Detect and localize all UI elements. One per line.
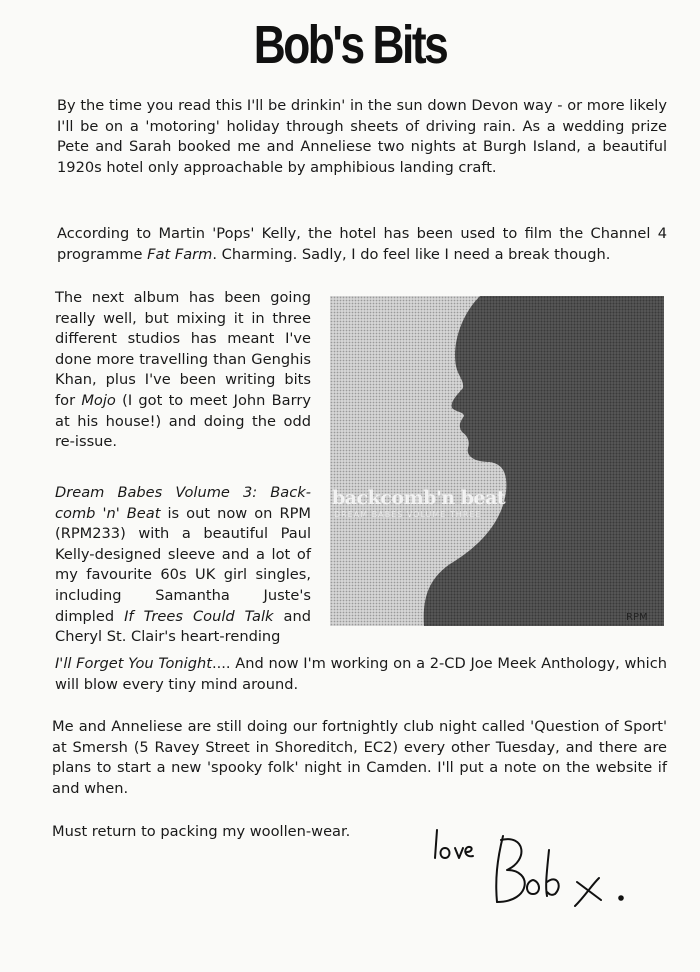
paragraph-release-continued xyxy=(55,654,667,695)
sleeve-logo-text: RPM xyxy=(626,612,648,623)
album-title: Dream Babes Volume 3: Back-comb 'n' Beat xyxy=(55,484,311,522)
paragraph-release-text-1: is out now on RPM (RPM233) with a beautiful Paul Kelly-designed sleeve and a lot of my favourite 60s UK girl singles, including Samantha Juste's dimpled xyxy=(55,504,312,625)
song-title-1: If Trees Could Talk xyxy=(124,607,274,625)
paragraph-release xyxy=(55,483,311,648)
paragraph-signoff: Must return to packing my woollen-wear. xyxy=(52,823,351,840)
sleeve-subtitle-text: DREAM BABES VOLUME THREE xyxy=(334,510,482,519)
paragraph-album-text-2: (I got to meet John Barry at his house!) and doing the odd re-issue. xyxy=(55,391,311,451)
paragraph-release-text-3: .... And now I'm working on a 2-CD Joe Meek Anthology, which will blow every tiny mind around. xyxy=(55,655,668,693)
magazine-title: Mojo xyxy=(81,391,116,409)
paragraph-holiday: By the time you read this I'll be drinkin' in the sun down Devon way - or more likely I'll be on a 'motoring' holiday through sheets of driving rain. As a wedding prize Pete and Sarah booked me and Anneliese two nights at Burgh Island, a beautiful 1920s hotel only approachable by amphibious landing craft. xyxy=(57,97,667,176)
page-title: Bob's Bits xyxy=(253,15,447,75)
paragraph-hotel-text-1: According to Martin 'Pops' Kelly, the hotel has been used to film the Channel 4 programme xyxy=(57,225,667,263)
paragraph-hotel-text-2: . Charming. Sadly, I do feel like I need a break though. xyxy=(212,245,611,263)
paragraph-album xyxy=(55,288,311,453)
paragraph-club-night: Me and Anneliese are still doing our fortnightly club night called 'Question of Sport' at Smersh (5 Ravey Street in Shoreditch, EC2) every other Tuesday, and there are plans to start a new 'spooky folk' night in Camden. I'll put a note on the website if and when. xyxy=(52,718,667,797)
paragraph-hotel xyxy=(57,224,667,265)
album-sleeve-image xyxy=(330,296,664,626)
programme-title: Fat Farm xyxy=(147,245,213,263)
song-title-2: I'll Forget You Tonight xyxy=(55,655,212,672)
paragraph-release-text-2: and Cheryl St. Clair's heart-rending xyxy=(55,607,311,646)
paragraph-album-text-1: The next album has been going really well, but mixing it in three different studios has meant I've done more travelling than Genghis Khan, plus I've been writing bits for xyxy=(55,289,311,409)
handwritten-signature xyxy=(425,820,665,920)
sleeve-title-text: backcomb'n beat xyxy=(332,487,506,509)
